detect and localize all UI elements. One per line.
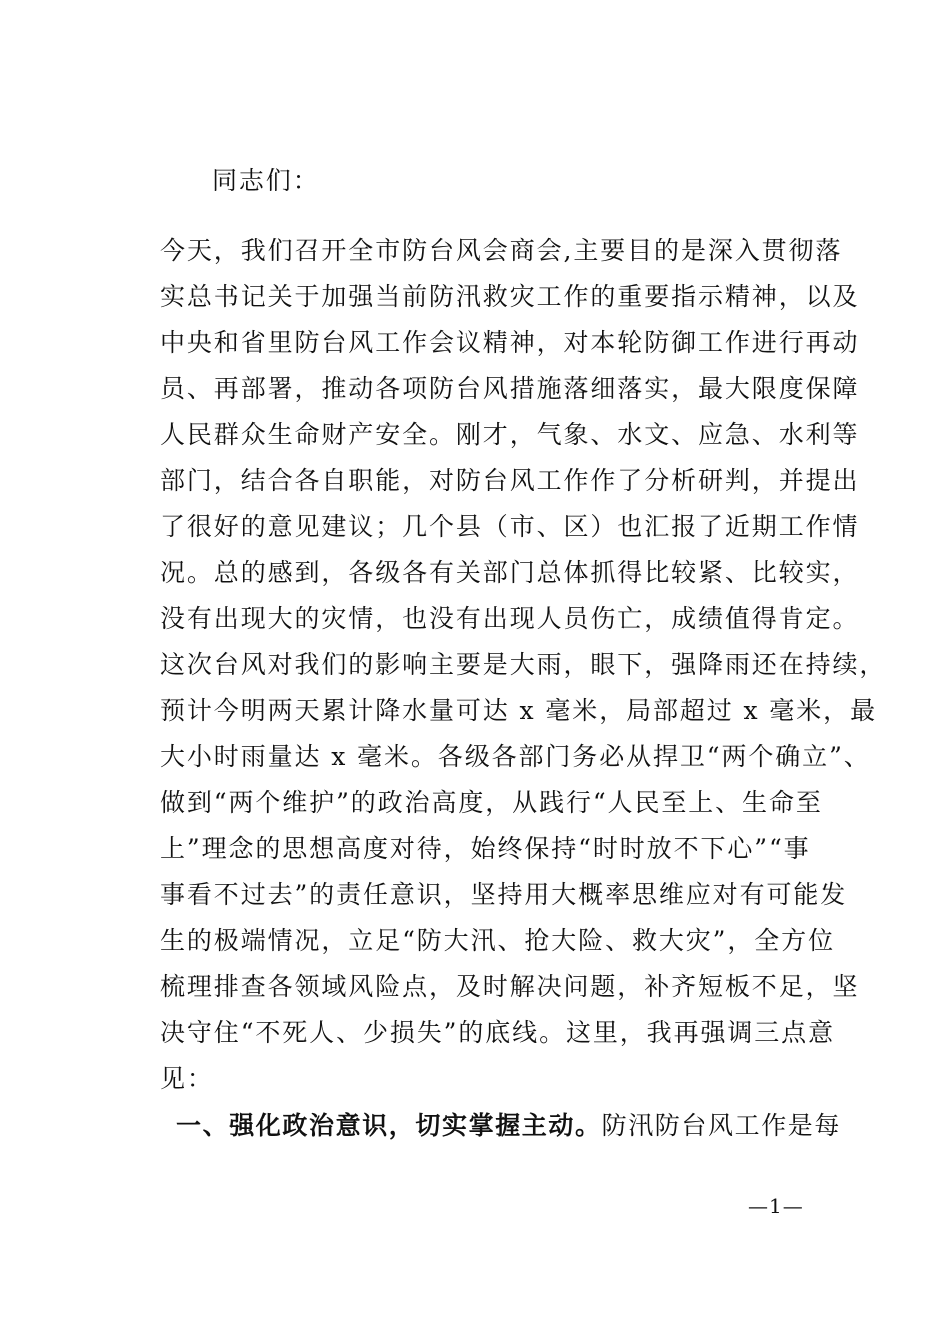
body-line: 这次台风对我们的影响主要是大雨，眼下，强降雨还在持续， [160,650,887,679]
body-line: 今天，我们召开全市防台风会商会,主要目的是深入贯彻落 [160,236,843,265]
body-line: 生的极端情况，立足“防大汛、抢大险、救大灾”，全方位 [160,926,835,955]
body-line: 事看不过去”的责任意识，坚持用大概率思维应对有可能发 [160,880,848,909]
body-line: 中央和省里防台风工作会议精神，对本轮防御工作进行再动 [160,328,860,357]
body-line: 了很好的意见建议；几个县（市、区）也汇报了近期工作情 [160,512,860,541]
body-line: 况。总的感到，各级各有关部门总体抓得比较紧、比较实， [160,558,860,587]
body-line: 员、再部署，推动各项防台风措施落细落实，最大限度保障 [160,374,860,403]
body-line: 见： [160,1064,214,1093]
body-line: 实总书记关于加强当前防汛救灾工作的重要指示精神，以及 [160,282,860,311]
body-line: 部门，结合各自职能，对防台风工作作了分析研判，并提出 [160,466,860,495]
body-line: 做到“两个维护”的政治高度，从践行“人民至上、生命至 [160,788,823,817]
section-heading-continuation: 防汛防台风工作是每 [601,1111,842,1140]
salutation: 同志们： [212,166,320,195]
body-line: 梳理排查各领域风险点，及时解决问题，补齐短板不足，坚 [160,972,860,1001]
body-line: 决守住“不死人、少损失”的底线。这里，我再强调三点意 [160,1018,835,1047]
page-number: —1— [748,1194,804,1218]
body-line: 没有出现大的灾情，也没有出现人员伤亡，成绩值得肯定。 [160,604,860,633]
body-line: 大小时雨量达 x 毫米。各级各部门务必从捍卫“两个确立”、 [160,742,871,771]
body-line: 人民群众生命财产安全。刚才，气象、水文、应急、水利等 [160,420,860,449]
section-heading-line [176,1110,841,1142]
body-line: 上”理念的思想高度对待，始终保持“时时放不下心”“事 [160,834,811,863]
section-heading: 一、强化政治意识，切实掌握主动。 [176,1111,602,1140]
body-line: 预计今明两天累计降水量可达 x 毫米，局部超过 x 毫米，最 [160,696,877,725]
